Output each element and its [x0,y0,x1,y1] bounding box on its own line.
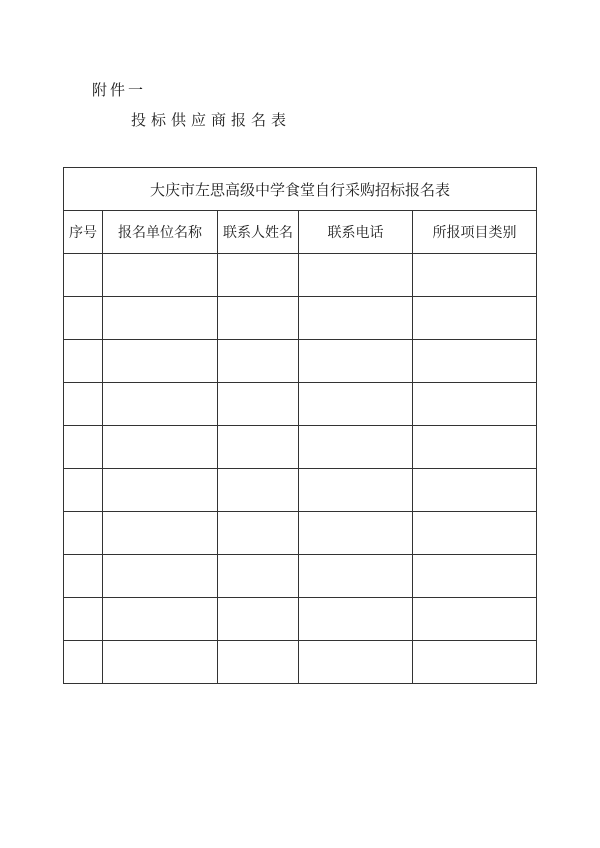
cell-contact-name [218,641,299,684]
cell-contact-phone [299,469,413,512]
cell-company-name [103,340,218,383]
cell-serial-number [64,641,103,684]
table-row [64,254,537,297]
cell-serial-number [64,383,103,426]
cell-contact-name [218,297,299,340]
table-row [64,383,537,426]
cell-contact-phone [299,297,413,340]
cell-project-category [413,469,537,512]
cell-project-category [413,254,537,297]
cell-project-category [413,512,537,555]
table-row [64,426,537,469]
cell-contact-name [218,426,299,469]
cell-contact-phone [299,426,413,469]
cell-company-name [103,254,218,297]
cell-company-name [103,555,218,598]
cell-contact-name [218,512,299,555]
cell-contact-name [218,469,299,512]
table-row [64,555,537,598]
cell-project-category [413,426,537,469]
cell-serial-number [64,512,103,555]
header-contact-phone: 联系电话 [299,211,413,254]
table-title: 大庆市左思高级中学食堂自行采购招标报名表 [64,168,537,211]
cell-contact-phone [299,340,413,383]
cell-project-category [413,555,537,598]
cell-contact-phone [299,555,413,598]
cell-company-name [103,426,218,469]
cell-serial-number [64,297,103,340]
cell-company-name [103,297,218,340]
cell-serial-number [64,469,103,512]
cell-project-category [413,383,537,426]
cell-contact-phone [299,512,413,555]
cell-project-category [413,297,537,340]
table-row [64,469,537,512]
cell-serial-number [64,555,103,598]
cell-contact-name [218,555,299,598]
cell-serial-number [64,340,103,383]
header-contact-name: 联系人姓名 [218,211,299,254]
cell-company-name [103,641,218,684]
header-project-category: 所报项目类别 [413,211,537,254]
header-serial-number: 序号 [64,211,103,254]
cell-contact-phone [299,641,413,684]
table-row [64,641,537,684]
cell-contact-phone [299,598,413,641]
header-row [64,211,537,254]
cell-serial-number [64,426,103,469]
document-title: 投标供应商报名表 [131,111,292,129]
cell-company-name [103,469,218,512]
cell-contact-phone [299,254,413,297]
cell-contact-name [218,598,299,641]
table-body [64,254,537,684]
cell-contact-name [218,254,299,297]
cell-serial-number [64,598,103,641]
cell-contact-phone [299,383,413,426]
cell-project-category [413,641,537,684]
signup-table [63,167,537,684]
cell-contact-name [218,340,299,383]
table-row [64,512,537,555]
cell-company-name [103,383,218,426]
cell-company-name [103,598,218,641]
cell-project-category [413,598,537,641]
cell-serial-number [64,254,103,297]
header-company-name: 报名单位名称 [103,211,218,254]
cell-company-name [103,512,218,555]
table-row [64,297,537,340]
attachment-label: 附件一 [92,81,147,99]
cell-project-category [413,340,537,383]
table-row [64,340,537,383]
cell-contact-name [218,383,299,426]
table-row [64,598,537,641]
